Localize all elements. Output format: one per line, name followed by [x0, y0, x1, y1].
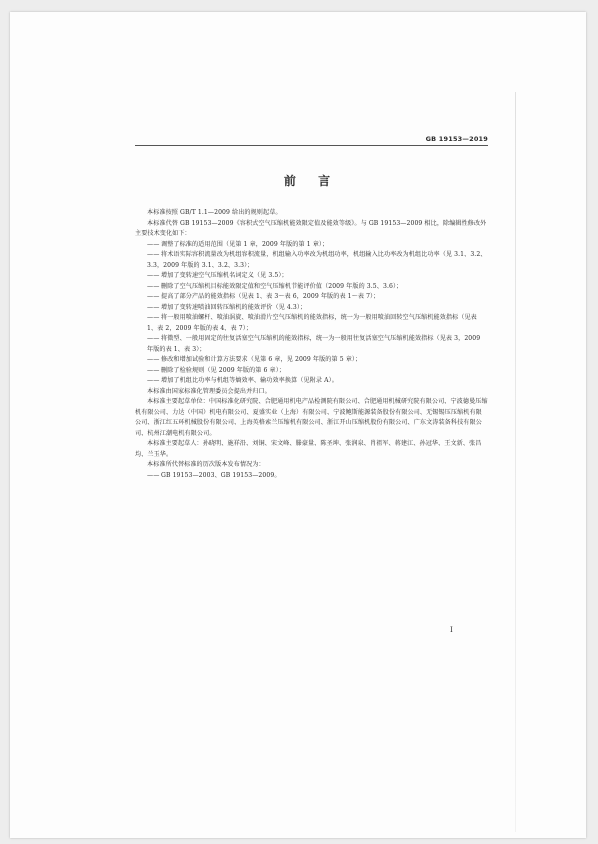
foreword-body: [135, 208, 488, 481]
paragraph-drafting-units: 本标准主要起草单位：中国标准化研究院、合肥通用机电产品检测院有限公司、合肥通用机械研究院有限公司、宁波德曼压缩机有限公司、力达（中国）机电有限公司、夏盛实业（上海）有限公司、宁波鲍斯能源装备股份有限公司、无锡锡压压缩机有限公司、浙江红五环机械股份有限公司、上海英格索兰压缩机有限公司、浙江开山压缩机股份有限公司、广东文涛装备科技有限公司、杭州江潮电机有限公司。: [135, 398, 488, 437]
dash-mark: ——: [147, 377, 160, 384]
dash-mark: ——: [147, 240, 160, 248]
dash-mark: ——: [147, 272, 160, 279]
change-item: [135, 355, 488, 366]
dash-mark: ——: [147, 335, 160, 342]
change-text: 将一般用喷油螺杆、喷油涡旋、喷油滑片空气压缩机的能效指标，统一为一般用喷油回转空气压缩机能效指标（见表 1、表 2，2009 年版的表 4、表 7）；: [147, 314, 477, 332]
dash-mark: ——: [147, 356, 160, 363]
change-item: [135, 292, 488, 303]
header-rule: [135, 145, 488, 146]
change-text: 增加了机组比功率与机组等熵效率、输功效率换算（见附录 A）。: [161, 377, 338, 384]
change-text: 增加了变转速喷油回转压缩机的能效评价（见 4.3）；: [161, 303, 307, 311]
change-text: 修改和增加试验和计算方法要求（见第 6 章，见 2009 年版的第 5 章）；: [161, 356, 362, 363]
change-text: 将微型、一般用固定的往复活塞空气压缩机的能效指标，统一为一般用往复活塞空气压缩机能效指标（见表 3，2009 年版的表 1、表 3）；: [147, 335, 481, 353]
dash-mark: ——: [147, 314, 160, 321]
dash-mark: ——: [147, 471, 160, 479]
changes-list: [135, 240, 488, 387]
page-title: 前 言: [283, 174, 340, 188]
change-text: 删除了空气压缩机目标能效限定值和空气压缩机节能评价值（2009 年版的 3.5、3.6）；: [161, 282, 403, 290]
change-item: [135, 271, 488, 282]
change-item: [135, 366, 488, 377]
change-item: [135, 313, 488, 334]
change-text: 增加了变转速空气压缩机名词定义（见 3.5）；: [161, 272, 288, 279]
change-item: [135, 240, 488, 251]
history-item: [135, 471, 488, 482]
change-item: [135, 334, 488, 355]
page-fold-line: [515, 92, 516, 832]
dash-mark: ——: [147, 293, 160, 300]
change-item: [135, 303, 488, 314]
change-text: 将术语实际容积流量改为机组容积流量，机组输入功率改为机组功率，机组输入比功率改为机组比功率（见 3.1、3.2、3.3，2009 年版的 3.1、3.2、3.3）；: [147, 251, 487, 269]
document-page: [10, 12, 586, 838]
paragraph-proposed-by: 本标准由国家标准化管理委员会提出并归口。: [147, 387, 271, 395]
paragraph-drafting-rules: 本标准按照 GB/T 1.1—2009 给出的规则起草。: [147, 209, 282, 216]
change-item: [135, 250, 488, 271]
dash-mark: ——: [147, 303, 160, 311]
dash-mark: ——: [147, 282, 160, 290]
paragraph-history-intro: 本标准所代替标准的历次版本发布情况为：: [147, 461, 265, 468]
dash-mark: ——: [147, 366, 160, 374]
change-item: [135, 376, 488, 387]
dash-mark: ——: [147, 251, 160, 258]
page-number: Ⅰ: [450, 626, 453, 634]
change-text: 删除了检验规则（见 2009 年版的第 6 章）；: [161, 366, 286, 374]
paragraph-drafters: 本标准主要起草人：孙晓明、施祥沿、刘铜、宋文峰、滕豪量、陈圣坤、张润泉、肖祖军、蒋建江、孙冠华、王文新、张昌均、兰玉华。: [135, 440, 482, 458]
standard-number: GB 19153—2019: [425, 135, 488, 143]
paragraph-replaces: 本标准代替 GB 19153—2009《容积式空气压缩机能效限定值及能效等级》。与 GB 19153—2009 相比，除编辑性修改外主要技术变化如下：: [135, 219, 487, 237]
change-text: 提高了部分产品的能效指标（见表 1、表 3～表 6，2009 年版的表 1～表 7）；: [161, 293, 380, 300]
change-item: [135, 282, 488, 293]
change-text: 调整了标准的适用范围（见第 1 章，2009 年版的第 1 章）；: [161, 240, 329, 248]
history-text: GB 19153—2003、GB 19153—2009。: [161, 471, 281, 479]
